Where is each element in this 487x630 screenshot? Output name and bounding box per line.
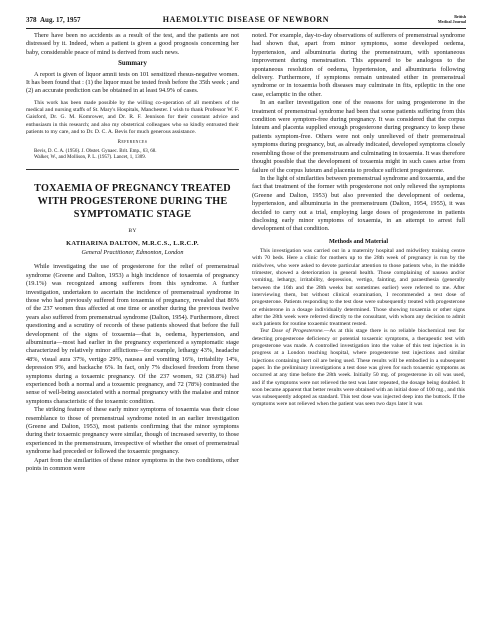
- byline-by: BY: [128, 228, 137, 235]
- summary-paragraph: A report is given of liquor amnii tests on 101 sensitized rhesus-negative women. It has been found that : (1) the liquor must be tested fresh before the 35th week ; and (2) an accurate prediction can be obtained in at least 94.9% of cases.: [26, 70, 239, 95]
- journal-line-2: Medical Journal: [437, 18, 466, 24]
- section-divider: [26, 169, 239, 170]
- left-column: [26, 32, 239, 474]
- references-heading: References: [117, 140, 148, 146]
- right-paragraph-3: In the light of similarities between premenstrual syndrome and toxaemia, and the fact that treatment of the former with progesterone not only relieved the symptoms (Greene and Dalton, 1953) but also prevented the development of oedema, hypertension, and albuminuria in the premenstruum (Dalton, 1954, 1955), it was decided to carry out a trial, employing large doses of progesterone in patients disclosing early minor symptoms of toxaemia, in an attempt to arrest full development of that condition.: [252, 174, 465, 233]
- right-paragraph-2: In an earlier investigation one of the reasons for using progesterone in the treatment of premenstrual syndrome had been that some patients suffering from this condition were symptom-free during pregnancy. It was considered that the corpus luteum and placenta supplied enough progesterone during pregnancy to keep these patients symptom-free. Others were not only unrelieved of their premenstrual symptoms during pregnancy, but, as already indicated, developed symptoms closely resembling those of the premenstruum and culminating in toxaemia. It was therefore thought possible that the development of toxaemia might in such cases arise from failure of the corpus luteum and placenta to produce sufficient progesterone.: [252, 99, 465, 174]
- body-paragraph-3: Apart from the similarities of these minor symptoms in the two conditions, other points in common were: [26, 456, 239, 473]
- right-paragraph-1: noted. For example, day-to-day observations of sufferers of premenstrual syndrome had shown that, apart from minor symptoms, some developed oedema, hypertension, and albuminuria during the premenstruum, with spontaneous improvement during menstruation. This appeared to be analogous to the spontaneous resolution of oedema, hypertension, and albuminuria following delivery. Furthermore, if symptoms remain untreated either in premenstrual syndrome or in toxaemia both diseases may culminate in fits, epileptic in the one case, eclamptic in the other.: [252, 32, 465, 98]
- acknowledgement: This work has been made possible by the willing co-operation of all members of the medical and nursing staffs of St. Mary's Hospitals, Manchester. I wish to thank Professor W. F. Gaisford, Dr. G. M. Komrower, and Dr. R. F. Jennison for their constant advice and enthusiasm in this research; and also my obstetrical colleagues who so kindly entrusted their patients to my care, and to Dr. D. C. A. Bevis for much generous assistance.: [26, 99, 239, 136]
- reference-1: Bevis, D. C. A. (1956). J. Obstet. Gynaec. Brit. Emp., 63, 68.: [34, 148, 157, 154]
- journal-line-1: British: [454, 14, 466, 19]
- test-dose-text: —As at this stage there is no reliable biochemical test for detecting progesterone deficiency or potential toxaemic symptoms, a therapeutic test with progesterone was made. A controlled investigation into the value of this test injection is in progress at a London teaching hospital, where progesterone test injections and similar injections containing inert oil are being used. These results will be embodied in a subsequent paper. In the preliminary investigations a test dose was given for such toxaemic symptoms as occurred at any time before the 28th week. Initially 50 mg. of progesterone in oil was used, and if the symptoms were not relieved the test was later repeated, the dosage being doubled. It soon became apparent that better results were obtained with an initial dose of 100 mg., and this was subsequently adopted as standard. This test dose was injected deep into the buttock. If the symptoms were not relieved when the patient was seen two days later it was: [252, 328, 465, 408]
- body-paragraph-2: The striking feature of these early minor symptoms of toxaemia was their close resemblance to those of premenstrual syndrome noted in an earlier investigation (Greene and Dalton, 1953), most patients confirming that the minor symptoms during their toxaemic pregnancy were similar, though of increased severity, to those experienced in the premenstruum, irrespective of whether the onset of premenstrual syndrome had preceded or followed the toxaemic pregnancy.: [26, 406, 239, 456]
- author-affiliation: General Practitioner, Edmonton, London: [81, 248, 184, 256]
- author-name: KATHARINA DALTON, M.R.C.S., L.R.C.P.: [66, 239, 199, 247]
- test-dose-subheading: Test Dose of Progesterone.: [260, 328, 324, 335]
- intro-paragraph: There have been no accidents as a result of the test, and the patients are not distressed by it. Indeed, when a patient is given a good prognosis concerning her baby, considerable peace of mind is derived from such news.: [26, 32, 239, 56]
- summary-heading: Summary: [118, 60, 147, 68]
- methods-paragraph-1: This investigation was carried out in a maternity hospital and midwifery training centre with 70 beds. Here a clinic for mothers up to the 28th week of pregnancy is run by the midwives, who were asked to devote particular attention to those patients who, in the middle trimester, showed a deterioration in general health. Those complaining of nausea and/or vomiting, lethargy, irritability, depression, vertigo, fainting, and paraesthesia (generally between the 16th and the 28th weeks but sometimes earlier) were referred to me. After interviewing them, but without clinical examination, I recommended a test dose of progesterone. Patients responding to the test dose were subsequently treated with progesterone or ethisterone in a dosage individually determined. Those showing toxaemia or other signs after the 28th week were referred directly to the consultant, with whom any decision to admit such patients for routine toxaemic treatment rested.: [252, 248, 465, 328]
- issue-date: Aug. 17, 1957: [40, 16, 81, 24]
- right-column: [252, 32, 465, 409]
- body-paragraph-1: While investigating the use of progesterone for the relief of premenstrual syndrome (Greene and Dalton, 1953) a high incidence of toxaemia of pregnancy (19.1%) was recognized among sufferers from this syndrome. A further investigation, undertaken to ascertain the incidence of premenstrual syndrome in those who had previously suffered from toxaemia of pregnancy, revealed that 86% of the 237 women thus affected at one time or another during the previous twelve years also suffered from premenstrual syndrome (Dalton, 1954). Furthermore, direct questioning and a scrutiny of records of these patients showed that before the full development of the signs of toxaemia—that is, oedema, hypertension, and albuminuria—most had earlier in the pregnancy experienced a symptomatic stage characterized by relatively minor afflictions—for example, lethargy 43%, headache 48%, visual aura 37%, vertigo 29%, nausea and vomiting 16%, irritability 14%, depression 9%, and backache 6%. In fact, only 7% disclosed freedom from these symptoms during a toxaemic pregnancy. Of the 237 women, 92 (38.8%) had experienced both a normal and a toxaemic pregnancy, and 72 (78%) contrasted the sense of well-being associated with a normal pregnancy with the malaise and minor symptoms characteristic of the toxaemic condition.: [26, 263, 239, 405]
- methods-heading: Methods and Material: [328, 237, 389, 245]
- page-number: 378: [26, 16, 37, 24]
- running-title: HAEMOLYTIC DISEASE OF NEWBORN: [162, 15, 330, 24]
- article-title: TOXAEMIA OF PREGNANCY TREATED WITH PROGESTERONE DURING THE SYMPTOMATIC STAGE: [34, 183, 231, 221]
- methods-paragraph-2: [252, 328, 465, 408]
- reference-2: Walker, W., and Mollison, P. L. (1957). Lancet, 1, 1309.: [34, 154, 147, 160]
- running-header: [26, 14, 466, 29]
- journal-name: [426, 15, 466, 24]
